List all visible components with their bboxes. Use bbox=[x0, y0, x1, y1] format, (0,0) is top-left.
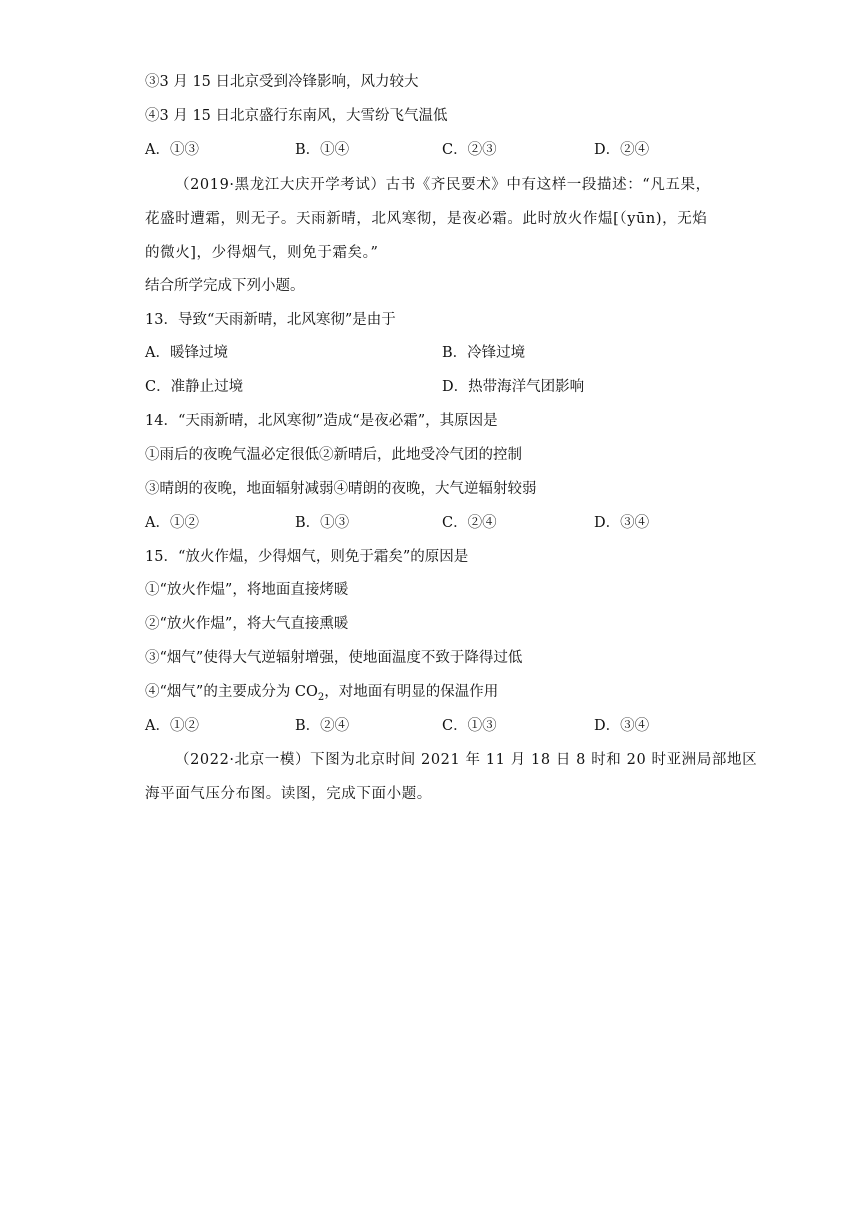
q12-option-d[interactable]: D．②④ bbox=[594, 142, 650, 158]
option-statement-4: ④3 月 15 日北京盛行东南风，大雪纷飞气温低 bbox=[145, 108, 448, 124]
passage2-line1: （2022·北京一模）下图为北京时间 2021 年 11 月 18 日 8 时和 20 时亚洲局部地区 bbox=[175, 752, 758, 768]
passage1-instruction: 结合所学完成下列小题。 bbox=[145, 278, 305, 294]
q14-statements-1: ①雨后的夜晚气温必定很低②新晴后，此地受冷气团的控制 bbox=[145, 447, 522, 463]
q15-statement-4 bbox=[145, 682, 498, 708]
q15-statement-1: ①“放火作煴”，将地面直接烤暖 bbox=[145, 582, 349, 598]
q12-option-a[interactable]: A．①③ bbox=[145, 142, 199, 158]
q15-statement-4-pre: ④“烟气”的主要成分为 CO bbox=[145, 684, 318, 700]
q15-statement-2: ②“放火作煴”，将大气直接熏暖 bbox=[145, 616, 349, 632]
q12-options bbox=[145, 140, 705, 160]
q13-options-row2 bbox=[145, 377, 705, 397]
q15-option-a[interactable]: A．①② bbox=[145, 718, 199, 734]
passage2-line2: 海平面气压分布图。读图，完成下面小题。 bbox=[145, 786, 432, 802]
q13-option-c[interactable]: C．准静止过境 bbox=[145, 379, 244, 395]
q14-statements-2: ③晴朗的夜晚，地面辐射减弱④晴朗的夜晚，大气逆辐射较弱 bbox=[145, 481, 537, 497]
q15-option-d[interactable]: D．③④ bbox=[594, 718, 650, 734]
q14-option-b[interactable]: B．①③ bbox=[295, 515, 350, 531]
q13-option-d[interactable]: D．热带海洋气团影响 bbox=[442, 379, 585, 395]
option-statement-3: ③3 月 15 日北京受到冷锋影响，风力较大 bbox=[145, 74, 419, 90]
q13-option-a[interactable]: A．暖锋过境 bbox=[145, 345, 228, 361]
q14-option-d[interactable]: D．③④ bbox=[594, 515, 650, 531]
q15-statement-4-subscript: 2 bbox=[317, 691, 325, 703]
q12-option-b[interactable]: B．①④ bbox=[295, 142, 350, 158]
passage1-line3: 的微火]，少得烟气，则免于霜矣。” bbox=[145, 245, 379, 261]
passage1-line1: （2019·黑龙江大庆开学考试）古书《齐民要术》中有这样一段描述：“凡五果， bbox=[175, 177, 711, 193]
q14-option-a[interactable]: A．①② bbox=[145, 515, 199, 531]
q15-option-c[interactable]: C．①③ bbox=[442, 718, 497, 734]
q15-options bbox=[145, 716, 705, 736]
q14-option-c[interactable]: C．②④ bbox=[442, 515, 497, 531]
q15-statement-4-post: ，对地面有明显的保温作用 bbox=[324, 684, 499, 700]
q13-stem: 13．导致“天雨新晴，北风寒彻”是由于 bbox=[145, 312, 396, 328]
q15-option-b[interactable]: B．②④ bbox=[295, 718, 350, 734]
q14-stem: 14．“天雨新晴，北风寒彻”造成“是夜必霜”，其原因是 bbox=[145, 413, 498, 429]
q13-options-row1 bbox=[145, 343, 705, 363]
q15-statement-3: ③“烟气”使得大气逆辐射增强，使地面温度不致于降得过低 bbox=[145, 650, 523, 666]
q14-options bbox=[145, 513, 705, 533]
q13-option-b[interactable]: B．冷锋过境 bbox=[442, 345, 526, 361]
q15-stem: 15．“放火作煴，少得烟气，则免于霜矣”的原因是 bbox=[145, 549, 469, 565]
q12-option-c[interactable]: C．②③ bbox=[442, 142, 497, 158]
passage1-line2: 花盛时遭霜，则无子。天雨新晴，北风寒彻，是夜必霜。此时放火作煴[（yūn)，无焰 bbox=[145, 211, 708, 227]
